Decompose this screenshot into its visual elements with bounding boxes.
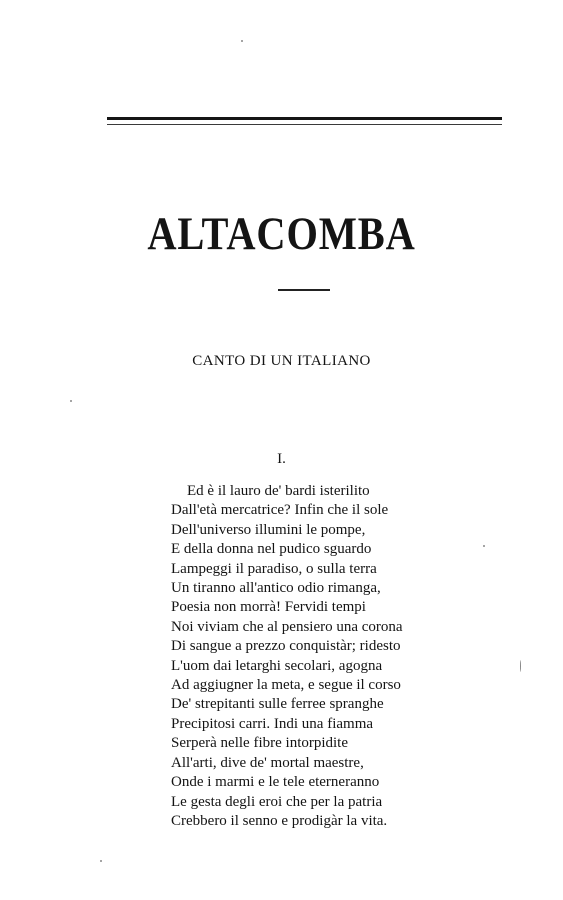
top-rule-thin	[107, 124, 502, 125]
verse-line: Crebbero il senno e prodigàr la vita.	[171, 812, 388, 829]
poem-title: ALTACOMBA	[147, 208, 416, 260]
verse-line: All'arti, dive de' mortal maestre,	[171, 754, 364, 771]
verse-list	[171, 482, 431, 831]
verse-line: Serperà nelle fibre intorpidite	[171, 735, 349, 752]
canto-number: I.	[277, 451, 286, 467]
verse-line: Poesia non morrà! Fervidi tempi	[171, 599, 366, 616]
paper-speck	[241, 40, 243, 42]
verse-line: Le gesta degli eroi che per la patria	[171, 793, 383, 810]
verse-line: Lampeggi il paradiso, o sulla terra	[171, 560, 377, 577]
top-rule-thick	[107, 117, 502, 120]
paper-speck	[520, 660, 521, 672]
title-separator-rule	[278, 289, 330, 291]
verse-line: Di sangue a prezzo conquistàr; ridesto	[171, 638, 401, 655]
paper-speck	[100, 860, 102, 862]
paper-speck	[483, 545, 485, 547]
verse-line: Noi viviam che al pensiero una corona	[171, 618, 403, 635]
paper-speck	[70, 400, 72, 402]
poem-subtitle: CANTO DI UN ITALIANO	[192, 353, 371, 369]
verse-line: L'uom dai letarghi secolari, agogna	[171, 657, 383, 674]
verse-line: De' strepitanti sulle ferree spranghe	[171, 696, 384, 713]
verse-line: Dell'universo illumini le pompe,	[171, 521, 366, 538]
verse-line: Ad aggiugner la meta, e segue il corso	[171, 677, 401, 694]
verse-line: Onde i marmi e le tele eterneranno	[171, 774, 380, 791]
verse-line: Precipitosi carri. Indi una fiamma	[171, 715, 374, 732]
verse-line: Ed è il lauro de' bardi isterilito	[187, 483, 370, 499]
verse-line: Dall'età mercatrice? Infin che il sole	[171, 502, 389, 519]
verse-line: E della donna nel pudico sguardo	[171, 541, 372, 558]
verse-line: Un tiranno all'antico odio rimanga,	[171, 580, 381, 597]
